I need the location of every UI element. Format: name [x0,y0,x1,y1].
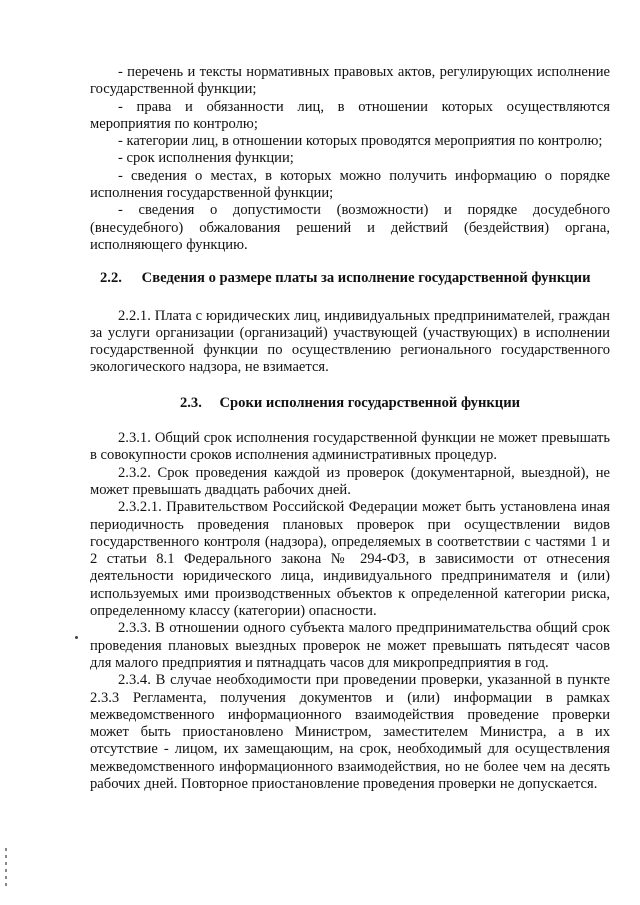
section-title: Сведения о размере платы за исполнение государственной функции [141,270,591,287]
list-item: - сведения о местах, в которых можно получить информацию о порядке исполнения государственной функции; [90,167,610,202]
scan-speck [75,636,78,639]
section-heading-2-3 [90,395,610,412]
paragraph-2-3-1: 2.3.1. Общий срок исполнения государственной функции не может превышать в совокупности сроков исполнения административных процедур. [90,430,610,464]
list-item: - сведения о допустимости (возможности) и порядке досудебного (внесудебного) обжалования решений и действий (бездействия) органа, исполняющего функцию. [90,202,610,253]
section-heading-2-2 [90,270,610,287]
paragraph-2-3-2-1: 2.3.2.1. Правительством Российской Федерации может быть установлена иная периодичность проведения плановых проверок при осуществлении видов государственного контроля (надзора), определяемых в соответствии с частями 1 и 2 статьи 8.1 Федерального закона № 294-ФЗ, в зависимости от отнесения деятельности юридического лица, индивидуального предпринимателя и (или) используемых ими производственных объектов к определенной категории риска, определенному классу (категории) опасности. [90,499,610,620]
document-body [90,64,610,793]
section-title: Сроки исполнения государственной функции [219,394,521,411]
paragraph-2-2-1: 2.2.1. Плата с юридических лиц, индивидуальных предпринимателей, граждан за услуги организации (организаций) участвующей (участвующих) в исполнении государственной функции по осуществлению регионального государственного экологического надзора, не взимается. [90,307,610,376]
paragraph-2-3-4: 2.3.4. В случае необходимости при проведении проверки, указанной в пункте 2.3.3 Регламента, получения документов и (или) информации в рамках межведомственного информационного взаимодействия проведение проверки может быть приостановлено Министром, заместителем Министра, а в их отсутствие - лицом, их замещающим, на срок, необходимый для осуществления межведомственного информационного взаимодействия, но не более чем на десять рабочих дней. Повторное приостановление проведения проверки не допускается. [90,672,610,792]
section-number: 2.2. [100,270,122,287]
section-number: 2.3. [179,394,202,411]
paragraph-2-3-3: 2.3.3. В отношении одного субъекта малого предпринимательства общий срок проведения плановых выездных проверок не может превышать пятьдесят часов для малого предприятия и пятнадцать часов для микропредприятия в год. [90,620,610,671]
list-item: - перечень и тексты нормативных правовых актов, регулирующих исполнение государственной функции; [90,64,610,98]
list-item: - права и обязанности лиц, в отношении которых осуществляются мероприятия по контролю; [90,98,610,132]
list-item: - категории лиц, в отношении которых проводятся мероприятия по контролю; [118,133,603,150]
scan-edge-marks [5,848,8,890]
list-item: - срок исполнения функции; [118,150,294,167]
paragraph-2-3-2: 2.3.2. Срок проведения каждой из проверок (документарной, выездной), не может превышать двадцать рабочих дней. [90,464,610,498]
